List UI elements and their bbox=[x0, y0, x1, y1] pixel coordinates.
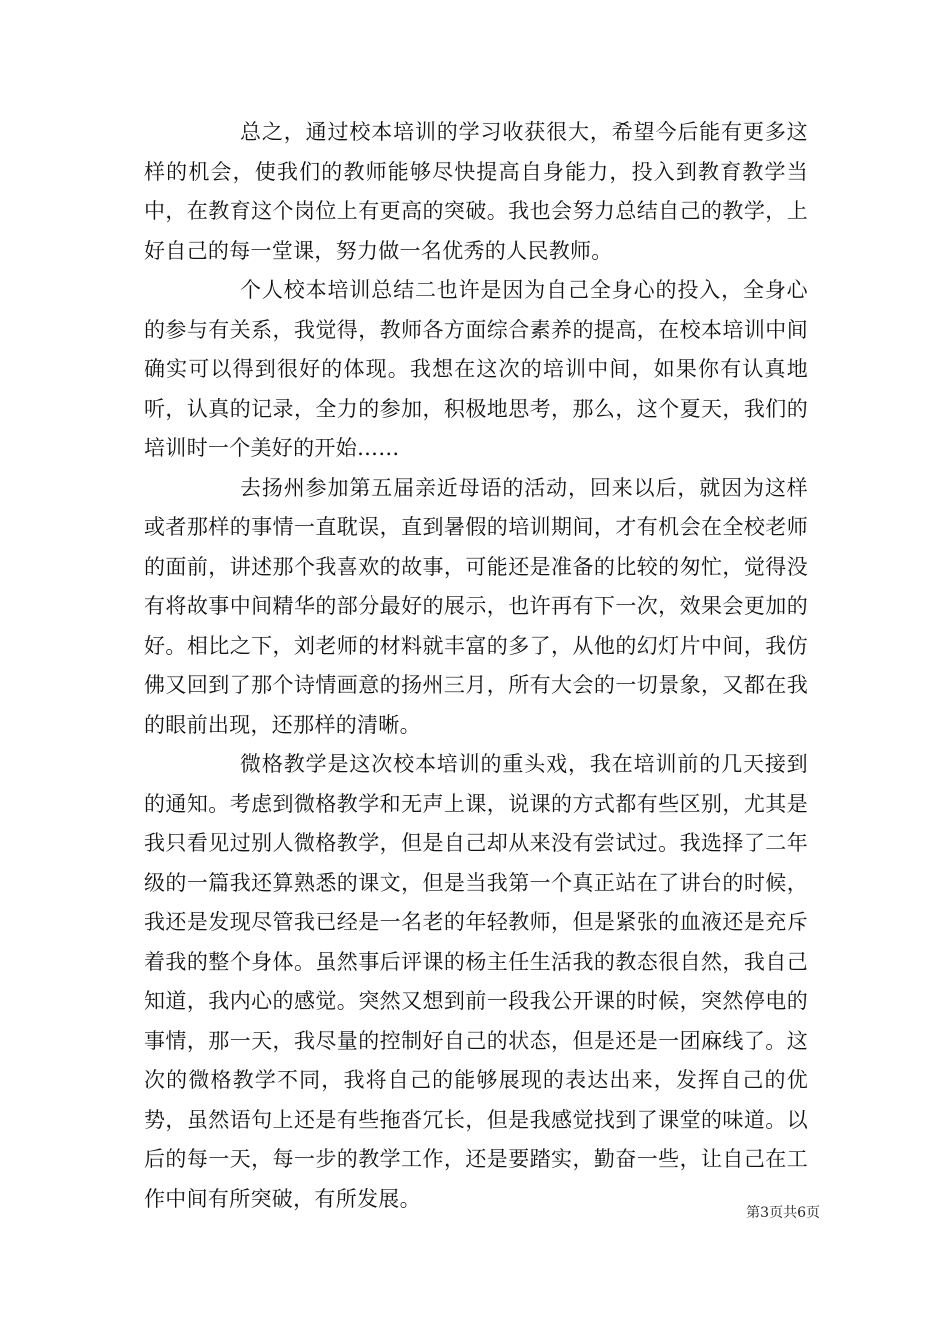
paragraph-summary-two: 个人校本培训总结二也许是因为自己全身心的投入，全身心的参与有关系，我觉得，教师各方面综合素养的提高，在校本培训中间确实可以得到很好的体现。我想在这次的培训中间，如果你有认真地听，认真的记录，全力的参加，积极地思考，那么，这个夏天，我们的培训时一个美好的开始…… bbox=[144, 278, 808, 460]
paragraph-yangzhou: 去扬州参加第五届亲近母语的活动，回来以后，就因为这样或者那样的事情一直耽误，直到暑假的培训期间，才有机会在全校老师的面前，讲述那个我喜欢的故事，可能还是准备的比较的匆忙，觉得没有将故事中间精华的部分最好的展示，也许再有下一次，效果会更加的好。相比之下，刘老师的材料就丰富的多了，从他的幻灯片中间，我仿佛又回到了那个诗情画意的扬州三月，所有大会的一切景象，又都在我的眼前出现，还那样的清晰。 bbox=[144, 475, 808, 737]
document-body bbox=[144, 113, 808, 1219]
page-number: 第3页共6页 bbox=[746, 1205, 820, 1221]
paragraph-microteaching: 微格教学是这次校本培训的重头戏，我在培训前的几天接到的通知。考虑到微格教学和无声上课，说课的方式都有些区别，尤其是我只看见过别人微格教学，但是自己却从来没有尝试过。我选择了二年级的一篇我还算熟悉的课文，但是当我第一个真正站在了讲台的时候，我还是发现尽管我已经是一名老的年轻教师，但是紧张的血液还是充斥着我的整个身体。虽然事后评课的杨主任生活我的教态很自然，我自己知道，我内心的感觉。突然又想到前一段我公开课的时候，突然停电的事情，那一天，我尽量的控制好自己的状态，但是还是一团麻线了。这次的微格教学不同，我将自己的能够展现的表达出来，发挥自己的优势，虽然语句上还是有些拖沓冗长，但是我感觉找到了课堂的味道。以后的每一天，每一步的教学工作，还是要踏实，勤奋一些，让自己在工作中间有所突破，有所发展。 bbox=[144, 752, 808, 1211]
paragraph-summary: 总之，通过校本培训的学习收获很大，希望今后能有更多这样的机会，使我们的教师能够尽快提高自身能力，投入到教育教学当中，在教育这个岗位上有更高的突破。我也会努力总结自己的教学，上好自己的每一堂课，努力做一名优秀的人民教师。 bbox=[144, 120, 808, 263]
